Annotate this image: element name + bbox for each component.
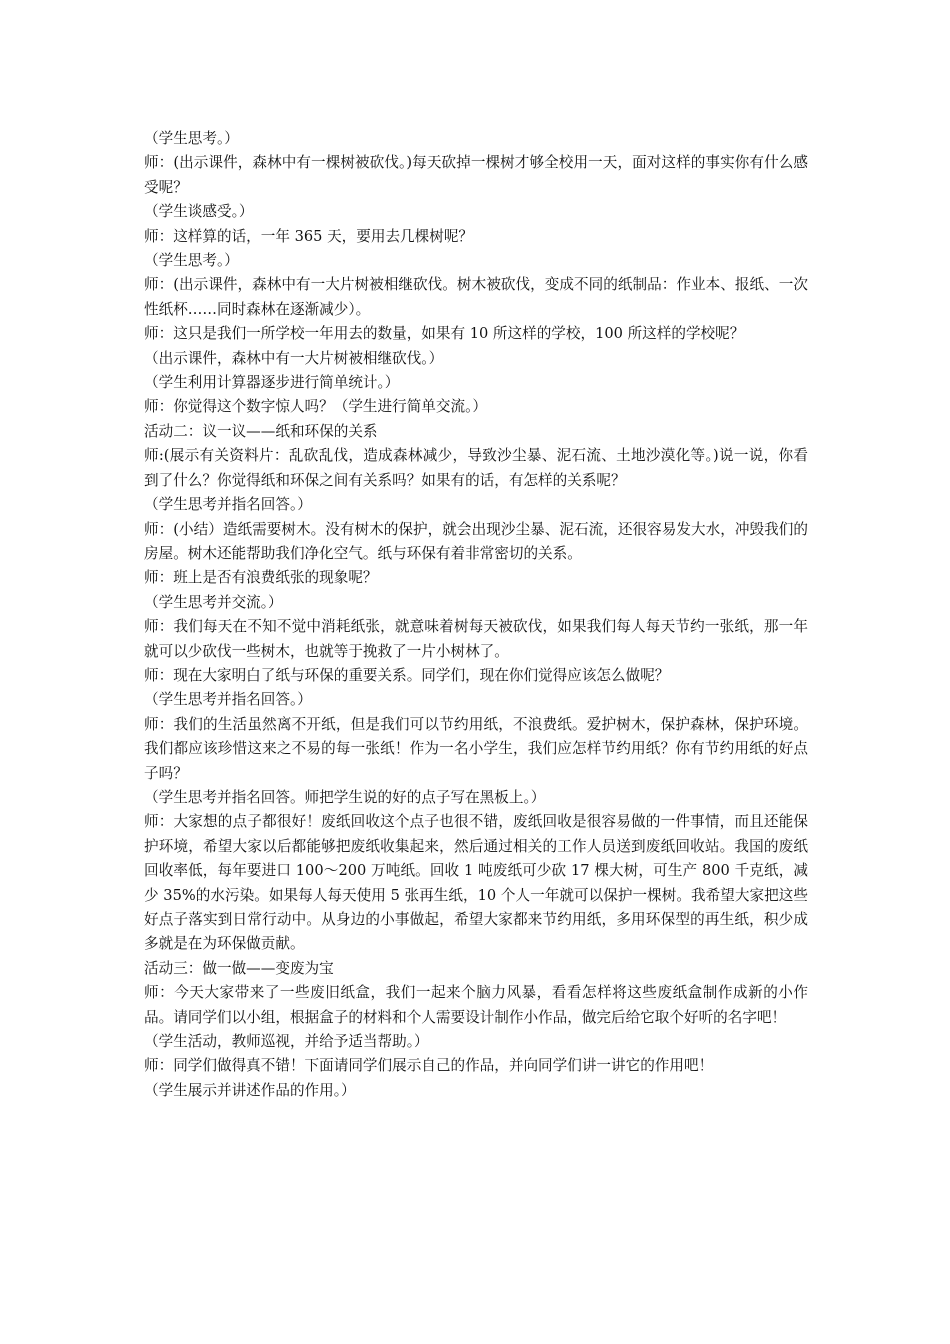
paragraph-04: 师：这样算的话，一年 365 天，要用去几棵树呢？ xyxy=(144,227,474,245)
paragraph-07: 师：这只是我们一所学校一年用去的数量，如果有 10 所这样的学校，100 所这样的学校呢？ xyxy=(144,325,745,343)
paragraph-08: （出示课件，森林中有一大片树被相继砍伐。） xyxy=(144,349,444,367)
paragraph-06: 师：(出示课件，森林中有一大片树被相继砍伐。树木被砍伐，变成不同的纸制品：作业本、报纸、一次性纸杯……同时森林在逐渐减少）。 xyxy=(144,276,808,318)
paragraph-10: 师：你觉得这个数字惊人吗？（学生进行简单交流。） xyxy=(144,398,487,416)
paragraph-17: 师：我们每天在不知不觉中消耗纸张，就意味着树每天被砍伐，如果我们每人每天节约一张纸，那一年就可以少砍伐一些树木，也就等于挽救了一片小树林了。 xyxy=(144,618,808,660)
section-heading-activity-2: 活动二：议一议——纸和环保的关系 xyxy=(144,422,378,440)
document-body xyxy=(144,127,808,1103)
paragraph-13: （学生思考并指名回答。） xyxy=(144,496,312,514)
paragraph-12: 师:(展示有关资料片：乱砍乱伐，造成森林减少，导致沙尘暴、泥石流、土地沙漠化等。)说一说，你看到了什么？你觉得纸和环保之间有关系吗？如果有的话，有怎样的关系呢？ xyxy=(144,447,808,489)
paragraph-26: 师：同学们做得真不错！下面请同学们展示自己的作品，并向同学们讲一讲它的作用吧！ xyxy=(144,1057,714,1075)
paragraph-03: （学生谈感受。） xyxy=(144,203,254,221)
paragraph-15: 师：班上是否有浪费纸张的现象呢？ xyxy=(144,569,378,587)
paragraph-01: （学生思考。） xyxy=(144,130,239,147)
paragraph-02: 师：(出示课件，森林中有一棵树被砍伐。)每天砍掉一棵树才够全校用一天，面对这样的事实你有什么感受呢？ xyxy=(144,154,808,196)
paragraph-20: 师：我们的生活虽然离不开纸，但是我们可以节约用纸，不浪费纸。爱护树木，保护森林，保护环境。我们都应该珍惜这来之不易的每一张纸！作为一名小学生，我们应怎样节约用纸？你有节约用纸的好点子吗？ xyxy=(144,715,808,782)
paragraph-05: （学生思考。） xyxy=(144,252,239,270)
section-heading-activity-3: 活动三：做一做——变废为宝 xyxy=(144,959,334,977)
paragraph-25: （学生活动，教师巡视，并给予适当帮助。） xyxy=(144,1033,429,1051)
paragraph-27: （学生展示并讲述作品的作用。） xyxy=(144,1081,356,1099)
paragraph-24: 师：今天大家带来了一些废旧纸盒，我们一起来个脑力风暴，看看怎样将这些废纸盒制作成新的小作品。请同学们以小组，根据盒子的材料和个人需要设计制作小作品，做完后给它取个好听的名字吧！ xyxy=(144,984,808,1026)
paragraph-14: 师：(小结）造纸需要树木。没有树木的保护，就会出现沙尘暴、泥石流，还很容易发大水，冲毁我们的房屋。树木还能帮助我们净化空气。纸与环保有着非常密切的关系。 xyxy=(144,520,808,562)
paragraph-19: （学生思考并指名回答。） xyxy=(144,691,312,709)
paragraph-18: 师：现在大家明白了纸与环保的重要关系。同学们，现在你们觉得应该怎么做呢？ xyxy=(144,666,670,684)
paragraph-09: （学生利用计算器逐步进行简单统计。） xyxy=(144,374,400,392)
paragraph-21: （学生思考并指名回答。师把学生说的好的点子写在黑板上。） xyxy=(144,788,546,806)
paragraph-16: （学生思考并交流。） xyxy=(144,593,283,611)
paragraph-22: 师：大家想的点子都很好！废纸回收这个点子也很不错，废纸回收是很容易做的一件事情，而且还能保护环境，希望大家以后都能够把废纸收集起来，然后通过相关的工作人员送到废纸回收站。我国的废纸回收率低，每年要进口 100～200 万吨纸。回收 1 吨废纸可少砍 17 棵大树，可生产 800 千克纸，减少 35%的水污染。如果每人每天使用 5 张再生纸，10 个人一年就可以保护一棵树。我希望大家把这些好点子落实到日常行动中。从身边的小事做起，希望大家都来节约用纸，多用环保型的再生纸，积少成多就是在为环保做贡献。 xyxy=(144,813,808,953)
